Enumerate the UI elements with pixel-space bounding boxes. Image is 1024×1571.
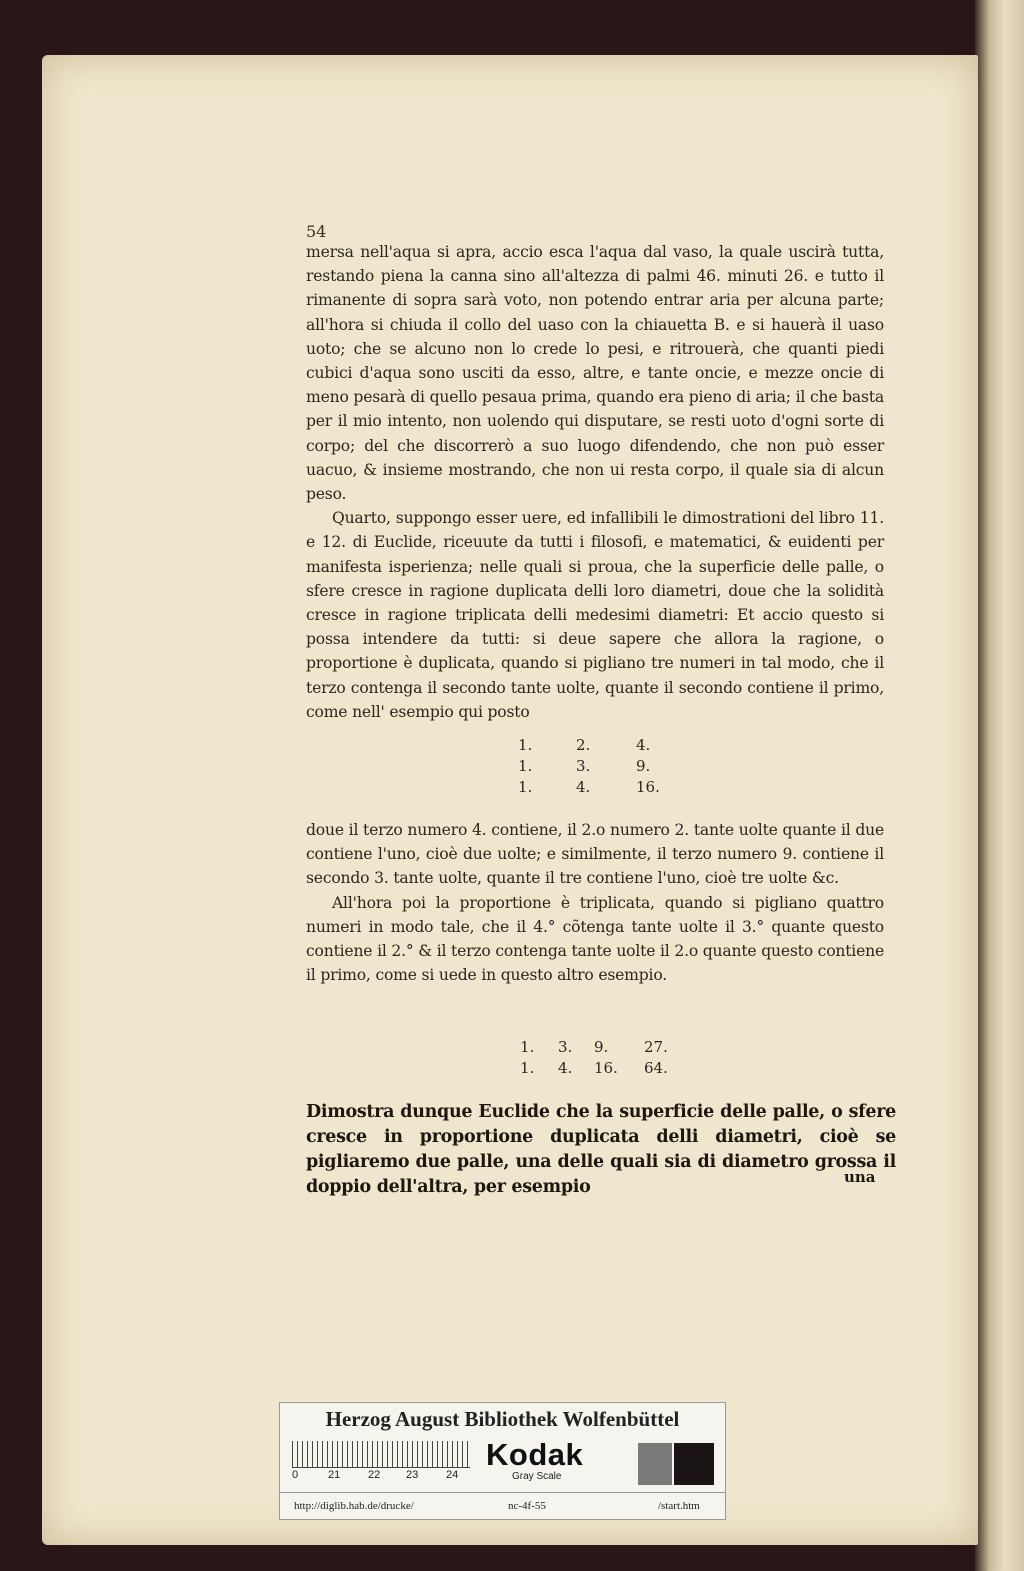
final-paragraph: Dimostra dunque Euclide che la superficie delle palle, o sfere cresce in proportione duplicata delli diametri, cioè se pigliaremo due palle, una delle quali sia di diametro grossa il doppio dell'altra, per esempio — [306, 1102, 896, 1197]
table-cell: 16. — [594, 1058, 618, 1077]
gray-swatch — [638, 1443, 672, 1485]
table-cell: 2. — [576, 735, 591, 754]
ruler-label: 0 — [292, 1469, 299, 1481]
table-cell: 3. — [576, 756, 591, 775]
adjacent-page-edge — [975, 0, 1024, 1571]
ruler-label: 23 — [406, 1469, 419, 1481]
paragraph-3: doue il terzo numero 4. contiene, il 2.o numero 2. tante uolte quante il due contiene l'uno, cioè due uolte; e similmente, il terzo numero 9. contiene il secondo 3. tante uolte, quante il tre contiene l'uno, cioè tre uolte &c. — [306, 821, 884, 888]
table-cell: 9. — [594, 1037, 609, 1056]
table-cell: 64. — [644, 1058, 668, 1077]
table-cell: 1. — [518, 777, 533, 796]
table-cell: 1. — [520, 1037, 535, 1056]
table-row — [520, 1057, 668, 1078]
table-cell: 1. — [518, 735, 533, 754]
ruler-label: 21 — [328, 1469, 341, 1481]
table-cell: 1. — [518, 756, 533, 775]
divider — [280, 1492, 725, 1493]
table-row — [518, 734, 660, 755]
ruler-label: 22 — [368, 1469, 381, 1481]
footer-url[interactable]: http://diglib.hab.de/drucke/ — [294, 1500, 414, 1512]
triplicate-ratio-table — [520, 1036, 668, 1078]
footer-start[interactable]: /start.htm — [658, 1500, 700, 1512]
table-row — [518, 776, 660, 797]
table-cell: 1. — [520, 1058, 535, 1077]
table-row — [520, 1036, 668, 1057]
table-cell: 3. — [558, 1037, 573, 1056]
paragraph-4: All'hora poi la proportione è triplicata, quando si pigliano quattro numeri in modo tale, che il 4.° cõtenga tante uolte il 3.° quante questo contiene il 2.° & il terzo contenga tante uolte il 2.o quante questo contiene il primo, come si uede in questo altro esempio. — [306, 893, 884, 985]
body-text-block-2 — [306, 818, 884, 987]
table-cell: 27. — [644, 1037, 668, 1056]
table-cell: 4. — [636, 735, 651, 754]
paragraph-1: mersa nell'aqua si apra, accio esca l'aqua dal vaso, la quale uscirà tutta, restando piena la canna sino all'altezza di palmi 46. minuti 26. e tutto il rimanente di sopra sarà voto, non potendo entrar aria per alcuna parte; all'hora si chiuda il collo del uaso con la chiauetta B. e si hauerà il uaso uoto; che se alcuno non lo crede lo pesi, e ritrouerà, che quanti piedi cubici d'aqua sono usciti da esso, altre, e tante oncie, e mezze oncie di meno pesarà di quello pesaua prima, quando era pieno di aria; il che basta per il mio intento, non uolendo qui disputare, se resti uoto d'ogni sorte di corpo; del che discorrerò a suo luogo difendendo, che non può esser uacuo, & insieme mostrando, che non ui resta corpo, il quale sia di alcun peso. — [306, 243, 884, 504]
body-text-block-1 — [306, 240, 884, 724]
table-cell: 4. — [558, 1058, 573, 1077]
paragraph-2: Quarto, suppongo esser uere, ed infallibili le dimostrationi del libro 11. e 12. di Euclide, riceuute da tutti i filosofi, e matematici, & euidenti per manifesta isperienza; nelle quali si proua, che la superficie delle palle, o sfere cresce in ragione duplicata delli loro diametri, doue che la solidità cresce in ragione triplicata delli medesimi diametri: Et accio questo si possa intendere da tutti: si deue sapere che allora la ragione, o proportione è duplicata, quando si pigliano tre numeri in tal modo, che il terzo contenga il secondo tante uolte, quante il secondo contiene il primo, come nell' esempio qui posto — [306, 509, 884, 721]
library-color-card — [279, 1402, 726, 1520]
ruler-label: 24 — [446, 1469, 459, 1481]
catchword: una — [844, 1168, 876, 1186]
table-row — [518, 755, 660, 776]
library-name: Herzog August Bibliothek Wolfenbüttel — [325, 1407, 680, 1431]
duplicate-ratio-table — [518, 734, 660, 797]
ruler-scale — [292, 1441, 470, 1468]
table-cell: 4. — [576, 777, 591, 796]
table-cell: 9. — [636, 756, 651, 775]
page-number: 54 — [306, 222, 327, 241]
footer-id: nc-4f-55 — [508, 1500, 546, 1512]
dark-swatch — [674, 1443, 714, 1485]
gray-scale-label: Gray Scale — [512, 1471, 562, 1482]
kodak-logo: Kodak — [486, 1437, 584, 1472]
table-cell: 16. — [636, 777, 660, 796]
